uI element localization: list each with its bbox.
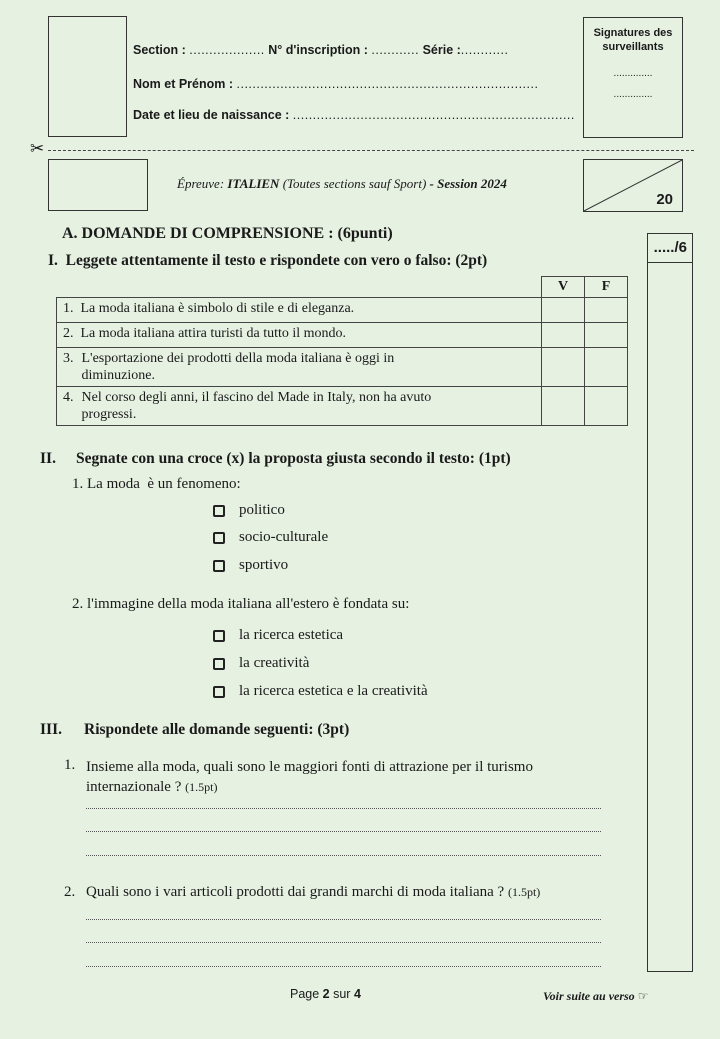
part3-q1-text: Insieme alla moda, quali sono le maggiori fonti di attrazione per il turismo internazionale ? (1.5pt) (86, 759, 533, 795)
part2-title: Segnate con una croce (x) la proposta giusta secondo il testo: (1pt) (76, 450, 511, 467)
answer-v-3[interactable] (542, 348, 585, 387)
statement-text: La moda italiana attira turisti da tutto il mondo. (80, 326, 347, 341)
checkbox-icon[interactable] (213, 532, 225, 544)
part3-q2-number: 2. (64, 884, 76, 900)
page-number: Page 2 sur 4 (290, 987, 361, 1001)
checkbox-icon[interactable] (213, 560, 225, 572)
section-a-title: A. DOMANDE DI COMPRENSIONE : (6punti) (62, 225, 393, 242)
section-score: ...../6 (653, 239, 687, 256)
option-socio-culturale[interactable]: socio-culturale (213, 529, 328, 546)
checkbox-icon[interactable] (213, 630, 225, 642)
part2-numeral: II. (40, 450, 56, 467)
points: (1.5pt) (185, 780, 218, 794)
table-row: 4. Nel corso degli anni, il fascino del Made in Italy, non ha avuto progressi. (57, 387, 628, 426)
answer-f-4[interactable] (585, 387, 628, 426)
birth-field[interactable]: Date et lieu de naissance : ....................................................................... (133, 108, 575, 122)
statement-text: La moda italiana è simbolo di stile e di eleganza. (80, 301, 355, 316)
part3-title: Rispondete alle domande seguenti: (3pt) (84, 721, 350, 738)
part3-q2-text: Quali sono i vari articoli prodotti dai grandi marchi di moda italiana ? (1.5pt) (86, 884, 541, 900)
col-header-f: F (585, 277, 628, 298)
answer-line[interactable] (86, 808, 601, 809)
answer-line[interactable] (86, 855, 601, 856)
cut-line (48, 150, 694, 151)
answer-v-4[interactable] (542, 387, 585, 426)
photo-box (48, 16, 127, 137)
pointing-hand-icon: ☞ (637, 989, 649, 1003)
points: (1.5pt) (507, 885, 541, 899)
section-field[interactable]: Section : ................... N° d'inscription : ............ Série :............ (133, 43, 509, 57)
total-score: 20 (656, 191, 673, 208)
signature-line-1: .............. (613, 68, 653, 79)
part1-title: I. Leggete attentamente il testo e rispondete con vero o falso: (2pt) (48, 252, 488, 269)
answer-f-2[interactable] (585, 323, 628, 348)
signature-line-2: .............. (613, 89, 653, 100)
code-box (48, 159, 148, 211)
part3-q1-number: 1. (64, 757, 76, 773)
col-header-v: V (542, 277, 585, 298)
exam-title: Épreuve: ITALIEN (Toutes sections sauf Sport) - Session 2024 (177, 176, 507, 191)
score-column (647, 233, 693, 972)
answer-line[interactable] (86, 831, 601, 832)
answer-line[interactable] (86, 942, 601, 943)
part3-numeral: III. (40, 721, 62, 738)
table-row: 2. La moda italiana attira turisti da tutto il mondo. (57, 323, 628, 348)
name-field[interactable]: Nom et Prénom : ............................................................................ (133, 77, 539, 91)
checkbox-icon[interactable] (213, 658, 225, 670)
continue-note: Voir suite au verso ☞ (543, 989, 649, 1003)
part2-question-1: 1. La moda è un fenomeno: (72, 476, 241, 492)
option-creativita[interactable]: la creatività (213, 655, 309, 672)
statement-text: Nel corso degli anni, il fascino del Made in Italy, non ha avuto progressi. (81, 390, 432, 422)
scissors-icon: ✂ (30, 139, 45, 158)
answer-f-1[interactable] (585, 298, 628, 323)
table-row: 3. L'esportazione dei prodotti della moda italiana è oggi in diminuzione. (57, 348, 628, 387)
part2-question-2: 2. l'immagine della moda italiana all'estero è fondata su: (72, 596, 410, 612)
statement-text: L'esportazione dei prodotti della moda italiana è oggi in diminuzione. (81, 351, 395, 383)
total-score-box (583, 159, 683, 212)
table-header-row (57, 277, 628, 298)
option-sportivo[interactable]: sportivo (213, 557, 288, 574)
answer-f-3[interactable] (585, 348, 628, 387)
checkbox-icon[interactable] (213, 505, 225, 517)
table-row: 1. La moda italiana è simbolo di stile e di eleganza. (57, 298, 628, 323)
signatures-box (583, 17, 683, 138)
option-politico[interactable]: politico (213, 502, 285, 519)
answer-line[interactable] (86, 919, 601, 920)
checkbox-icon[interactable] (213, 686, 225, 698)
option-ricerca-estetica[interactable]: la ricerca estetica (213, 627, 343, 644)
signatures-title: Signatures des surveillants (593, 27, 673, 53)
answer-line[interactable] (86, 966, 601, 967)
true-false-table (56, 276, 628, 426)
section-score-cell (648, 234, 692, 263)
answer-v-2[interactable] (542, 323, 585, 348)
option-ricerca-e-creativita[interactable]: la ricerca estetica e la creatività (213, 683, 428, 700)
answer-v-1[interactable] (542, 298, 585, 323)
